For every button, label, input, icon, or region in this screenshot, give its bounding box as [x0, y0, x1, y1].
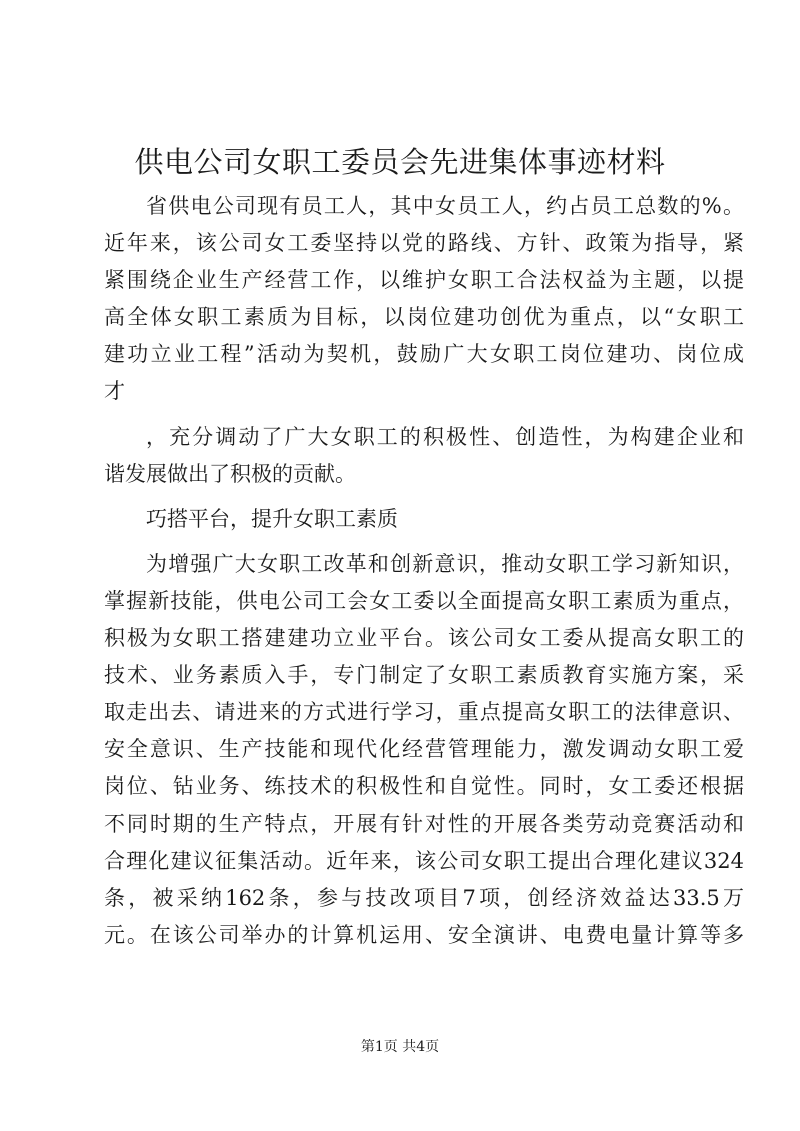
- paragraph-line: ，充分调动了广大女职工的积极性、创造性，为构建企业和: [146, 424, 744, 449]
- paragraph-line: 掌握新技能，供电公司工会女工委以全面提高女职工素质为重点，: [104, 588, 744, 613]
- document-body: [104, 188, 744, 954]
- paragraph-line: 才: [104, 379, 125, 404]
- paragraph-line: 省供电公司现有员工人，其中女员工人，约占员工总数的%。: [146, 194, 744, 218]
- paragraph-line: 紧围绕企业生产经营工作，以维护女职工合法权益为主题，以提: [104, 268, 744, 293]
- paragraph-line: 积极为女职工搭建建功立业平台。该公司女工委从提高女职工的: [104, 626, 744, 651]
- paragraph-line: 技术、业务素质入手，专门制定了女职工素质教育实施方案，采: [104, 663, 744, 688]
- paragraph-line: 谐发展做出了积极的贡献。: [104, 461, 356, 486]
- paragraph-line: 高全体女职工素质为目标，以岗位建功创优为重点，以“女职工: [104, 305, 744, 330]
- paragraph-line: 合理化建议征集活动。近年来，该公司女职工提出合理化建议324: [104, 848, 744, 873]
- paragraph-gap: [104, 493, 744, 501]
- paragraph-line: 不同时期的生产特点，开展有针对性的开展各类劳动竞赛活动和: [104, 811, 744, 836]
- paragraph-gap: [104, 538, 744, 546]
- paragraph-line: 岗位、钻业务、练技术的积极性和自觉性。同时，女工委还根据: [104, 774, 744, 799]
- document-title: 供电公司女职工委员会先进集体事迹材料: [134, 145, 666, 179]
- paragraph-line: 元。在该公司举办的计算机运用、安全演讲、电费电量计算等多: [104, 922, 744, 947]
- paragraph-gap: [104, 411, 744, 419]
- page-indicator: 第1页 共4页: [360, 1039, 440, 1055]
- section-heading: 巧搭平台，提升女职工素质: [146, 506, 398, 531]
- paragraph-line: 为增强广大女职工改革和创新意识，推动女职工学习新知识，: [146, 551, 744, 576]
- paragraph-line: 建功立业工程”活动为契机，鼓励广大女职工岗位建功、岗位成: [104, 342, 744, 367]
- paragraph-line: 安全意识、生产技能和现代化经营管理能力，激发调动女职工爱: [104, 737, 744, 762]
- paragraph-line: 取走出去、请进来的方式进行学习，重点提高女职工的法律意识、: [104, 700, 744, 725]
- paragraph-line: 条，被采纳162条，参与技改项目7项，创经济效益达33.5万: [104, 885, 744, 910]
- paragraph-line: 近年来，该公司女工委坚持以党的路线、方针、政策为指导，紧: [104, 231, 744, 256]
